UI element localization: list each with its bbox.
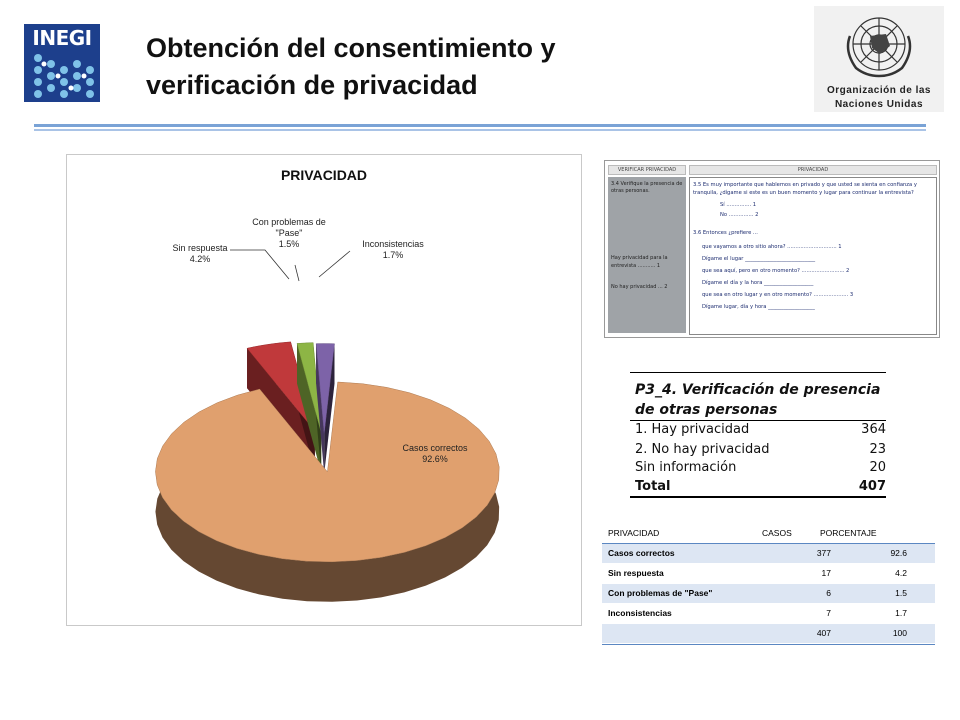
un-emblem-icon bbox=[814, 6, 944, 84]
inegi-logo-dots bbox=[24, 24, 100, 102]
p34-row-value: 23 bbox=[869, 442, 886, 457]
form-right-line: Dígame el lugar ___________________________ bbox=[702, 256, 816, 262]
form-right-line: que sea aquí, pero en otro momento? .......................... 2 bbox=[702, 268, 850, 274]
p34-title: P3_4. Verificación de presencia de otras personas bbox=[635, 382, 881, 418]
form-right-line: Dígame el día y la hora ___________________ bbox=[702, 280, 814, 286]
pie-label-text: Casos correctos bbox=[402, 443, 468, 453]
form-right-panel bbox=[689, 177, 937, 335]
pie-label-2 bbox=[252, 217, 326, 281]
slide-title bbox=[146, 30, 766, 104]
pie-label-value: 1.7% bbox=[382, 250, 404, 260]
chart-title: PRIVACIDAD bbox=[280, 167, 368, 183]
table-cell-porcentaje: 1.5 bbox=[895, 588, 907, 598]
p34-total-value: 407 bbox=[858, 479, 886, 494]
p34-row bbox=[635, 420, 886, 440]
table-cell-casos: 6 bbox=[826, 588, 831, 598]
inegi-logo-text: INEGI bbox=[32, 26, 92, 50]
form-left-line: 3.4 Verifique la presencia de bbox=[611, 181, 683, 187]
form-right-line: tranquila, ¿dígame si este es un buen momento y lugar para continuar la entrevista? bbox=[693, 190, 914, 196]
slide-title-line2: verificación de privacidad bbox=[146, 70, 478, 100]
form-right-line: No ............... 2 bbox=[720, 212, 759, 218]
pie-label-3 bbox=[319, 239, 424, 277]
un-logo-line2: Naciones Unidas bbox=[834, 99, 924, 110]
p34-row-label: 1. Hay privacidad bbox=[635, 422, 750, 437]
form-left-line: otras personas. bbox=[611, 188, 650, 194]
form-header-right: PRIVACIDAD bbox=[689, 165, 937, 175]
p34-rule-bottom bbox=[630, 496, 886, 498]
pie-chart-frame bbox=[66, 154, 582, 626]
header-rule bbox=[34, 124, 926, 127]
p34-rule-top bbox=[630, 372, 886, 373]
header-rule-secondary bbox=[34, 129, 926, 131]
pie-label-text: Sin respuesta bbox=[172, 243, 228, 253]
pie-leader-line bbox=[295, 265, 299, 281]
table-cell-porcentaje: 92.6 bbox=[890, 548, 907, 558]
p34-row-label: Sin información bbox=[635, 460, 737, 475]
table-row bbox=[602, 584, 935, 603]
table-total-porcentaje: 100 bbox=[892, 628, 907, 638]
table-cell-label: Con problemas de "Pase" bbox=[608, 588, 713, 598]
pie-label-text: Con problemas de bbox=[252, 217, 326, 227]
un-logo bbox=[814, 6, 944, 112]
pie-label-value: 4.2% bbox=[189, 254, 211, 264]
table-cell-label: Casos correctos bbox=[608, 548, 675, 558]
pie-label-text: Inconsistencias bbox=[362, 239, 424, 249]
table-cell-casos: 7 bbox=[826, 608, 831, 618]
p34-row bbox=[635, 440, 886, 460]
table-total-row bbox=[602, 624, 935, 643]
table-cell-porcentaje: 1.7 bbox=[895, 608, 907, 618]
table-row bbox=[602, 604, 935, 623]
un-logo-text bbox=[814, 84, 944, 112]
form-left-line: entrevista ........... 1 bbox=[611, 263, 661, 269]
p34-total-row bbox=[635, 477, 886, 497]
form-left-line: No hay privacidad ... 2 bbox=[611, 284, 668, 290]
form-right-line: Dígame lugar, día y hora __________________ bbox=[702, 304, 815, 310]
pie-leader-line bbox=[230, 250, 289, 279]
p34-row-label: 2. No hay privacidad bbox=[635, 442, 770, 457]
pie-leader-line bbox=[319, 251, 350, 277]
table-cell-label: Sin respuesta bbox=[608, 568, 664, 578]
form-left-panel bbox=[608, 177, 686, 333]
pie-label-1 bbox=[172, 243, 289, 279]
table-cell-casos: 377 bbox=[816, 548, 831, 558]
form-right-line: que sea en otro lugar y en otro momento? ..................... 3 bbox=[702, 292, 854, 298]
p34-row-value: 364 bbox=[861, 422, 886, 437]
form-right-line: que vayamos a otro sitio ahora? .............................. 1 bbox=[702, 244, 842, 250]
pie-label-value: 92.6% bbox=[422, 454, 448, 464]
table-row bbox=[602, 544, 935, 563]
pie-label-text: "Pase" bbox=[275, 228, 303, 238]
table-bottom-rule bbox=[602, 644, 935, 645]
un-logo-line1: Organización de las bbox=[827, 85, 931, 96]
table-cell-label: Inconsistencias bbox=[608, 608, 672, 618]
table-cell-casos: 17 bbox=[821, 568, 831, 578]
p34-row bbox=[635, 458, 886, 478]
form-right-line: 3.5 Es muy importante que hablemos en privado y que usted se sienta en confianza y bbox=[693, 182, 917, 188]
table-row bbox=[602, 564, 935, 583]
p34-row-value: 20 bbox=[869, 460, 886, 475]
table-header-porcentaje: PORCENTAJE bbox=[820, 528, 877, 538]
questionnaire-image bbox=[604, 160, 940, 338]
table-header-row bbox=[602, 524, 935, 543]
inegi-logo bbox=[24, 24, 100, 102]
table-header-casos: CASOS bbox=[762, 528, 792, 538]
p34-total-label: Total bbox=[635, 479, 671, 494]
form-header-left: VERIFICAR PRIVACIDAD bbox=[608, 165, 686, 175]
table-cell-porcentaje: 4.2 bbox=[895, 568, 907, 578]
pie-chart bbox=[67, 155, 581, 625]
form-right-line: 3.6 Entonces ¿prefiere ... bbox=[693, 230, 758, 236]
table-header-privacidad: PRIVACIDAD bbox=[608, 528, 660, 538]
form-right-line: Sí ............... 1 bbox=[720, 202, 757, 208]
form-left-line: Hay privacidad para la bbox=[611, 255, 668, 261]
slide-title-line1: Obtención del consentimiento y bbox=[146, 33, 556, 63]
table-total-casos: 407 bbox=[816, 628, 831, 638]
pie-label-value: 1.5% bbox=[278, 239, 300, 249]
